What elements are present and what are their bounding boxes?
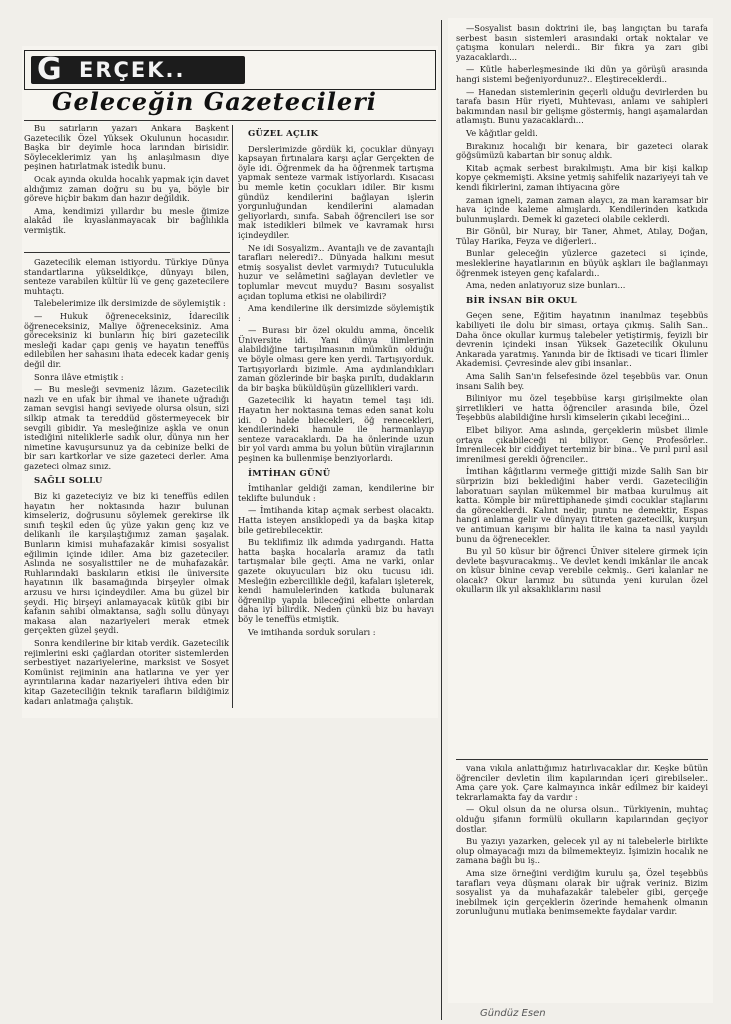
paragraph: Kitab açmak serbest bırakılmıştı. Ama bir kişi kalkıp kopye çekmemişti. Aksine yetmiş sahifelik nazariyeyi tah ve kendi fikirlerini, zaman ihtiyacına göre [456, 162, 708, 192]
paragraph: Ocak ayında okulda hocalık yapmak için davet aldığımız zaman doğru su bu ya, böyle bir göreve hiçbir bakım dan hazır değildik. [24, 173, 229, 204]
paragraph: Talebelerimize ilk dersimizde de söylemiştik : [34, 298, 226, 309]
paragraph: Bırakınız hocalığı bir kenara, bir gazeteci olarak göğsümüzü kabartan bir sonuç aldık. [456, 140, 708, 161]
article-headline: Geleceğin Gazetecileri [52, 87, 377, 116]
section-rule-3 [456, 759, 708, 760]
column-3-body [456, 24, 708, 598]
paragraph: — Hukuk öğreneceksiniz, İdarecilik öğreneceksiniz, Maliye öğreneceksiniz. Ama göreceksiniz ki bunların hiç biri gazetecilik mesleği kadar çapı geniş ve hayatın teneffüs edilebilen her sahasını ihata edecek kadar geniş değil dir. [24, 310, 229, 369]
paragraph: Bu yazıyı yazarken, gelecek yıl ay ni talebelerle birlikte olup olmayacağı mızı da bilmemekteyiz. İşimizin hocalık ne zamana bağlı bu iş.. [456, 836, 708, 866]
paragraph: Geçen sene, Eğitim hayatının inanılmaz teşebbüs kabiliyeti ile dolu bir siması, ortaya çıkmış. Salih San.. Daha önce okullar kurmuş talebeler yetiştirmiş, feyizli bir devrenin içindeki insan Yüksek Gazetecilik Okulunu Ankarada yaratmış. Yanında bir de İktisadi ve ticari İlimler Akademisi. Çevresinde alev gibi insanlar.. [456, 310, 708, 369]
paragraph: Sonra ilâve etmiştik : [34, 371, 124, 382]
column-1-body [24, 258, 229, 709]
paragraph: vana vıkıla anlattığımız hatırlıvacaklar dır. Keşke bütün öğrenciler devletin ilim kapılarından içeri girebilseler.. Ama çare yok. Çare kalmayınca inkâr edilmez bir kaideyi tekrarlamakta fay da vardır : [456, 763, 708, 802]
masthead-banner [24, 50, 436, 90]
subheading: İMTİHAN GÜNÜ [248, 468, 331, 479]
paragraph: Ve kâğıtlar geldi. [466, 127, 538, 138]
gercek-logo [31, 52, 245, 87]
paragraph: Bu satırların yazarı Ankara Başkent Gazetecilik Özel Yüksek Okulunun hocasıdır. Başka bir deyimle hoca larından birisidir. Söyleceklerimiz yan lış anlaşılmasın diye peşinen hatırlatmak istedik bunu. [24, 123, 229, 172]
column-3-continued [456, 764, 708, 920]
paragraph: Biliniyor mu özel teşebbüse karşı girişilmekte olan şirretlikleri ve hatta öğrenciler arasında bile, Özel Teşebbüs alabildiğine hırslı kimselerin çıkabi leceğini... [456, 393, 708, 423]
column-rule-1 [232, 125, 233, 708]
paragraph: Biz ki gazeteciyiz ve biz ki teneffüs edilen hayatın her noktasında hazır bulunan kimseleriz, doğrusunu söylemek gerekirse ilk sınıfı teşkil eden üç yüze yakın genç kız ve delikanlı ile karşılaştığımız zaman şaşalak. Bunların kimisi muhafazakâr kimisi sosyalist eğilimin içinde idiler. Ama biz gazeteciler. Aslında ne sosyalisttiler ne de muhafazakâr. Ruhlarındaki baskıların etkisi ile üniversite hayatının ilk basamağında birşeyler olmak arzusu ve hırsı içindeydiler. Ama bu güzel bir şeydi. Hiç birşeyi anlamayacak kütük gibi bir kafanın sahibi olmaktansa, sağlı sollu dünyayı makasa alan nazariyeleri merak etmek gerçekten güzel şeydi. [24, 491, 229, 636]
paragraph: Bunlar geleceğin yüzlerce gazeteci si içinde, mesleklerine hayatlarının en büyük aşkları ile bağlanmayı öğrenmek isteyen genç kafalardı.. [456, 248, 708, 278]
logo-initial: G [37, 52, 62, 87]
paragraph: Ama Salih San'ın felsefesinde özel teşebbüs var. Onun insanı Salih bey. [456, 371, 708, 391]
headline-rule [24, 120, 436, 121]
paragraph: Ama kendilerine ilk dersimizde söylemiştik : [238, 303, 434, 323]
subheading: BİR İNSAN BİR OKUL [466, 295, 577, 306]
paragraph: zaman igneli, zaman zaman alaycı, za man karamsar bir hava içinde kaleme almışlardı. Kendilerinden katkıda bulunmuşlardı. Demek ki gazeteci olabile ceklerdi. [456, 194, 708, 224]
paragraph: Ama, neden anlatıyoruz size bunları... [466, 280, 626, 291]
paragraph: Ve imtihanda sorduk soruları : [248, 626, 376, 637]
paragraph: — Burası bir özel okuldu amma, öncelik Üniversite idi. Yani dünya ilimlerinin alabildiğine tartışılmasının mümkün olduğu ve böyle olması gere ken yerdi. Tartışıyorduk. Tartışıyorlardı bizimle. Ama aydınlandıkları zaman gözlerinde bir başka pırıltı, dudakların da bir başka büküldüşün güzellikleri vardı. [238, 325, 434, 393]
paragraph: Bu yıl 50 küsur bir öğrenci Üniver sitelere girmek için devlete başvuracakmış.. Ve devlet kendi imkânlar ile ancak on küsur binine cevap verebile cekmiş.. Geri kalanlar ne olacak? Okur larımız bu sütunda yeni kurulan özel okulların ilk yıl aksaklıklarını nasıl [456, 546, 708, 595]
paragraph: Ne idi Sosyalizm.. Avantajlı ve de zavantajlı tarafları neleredi?.. Dünyada halkını mesut etmiş sosyalist devlet varmıydı? Tutuculukla huzur ve selâmetini sağlayan devletler ve toplumlar mevcut muydu? Basını sosyalist açıdan topluma etkisi ne olabilirdi? [238, 242, 434, 301]
paragraph: Elbet biliyor. Ama aslında, gerçeklerin müsbet ilimle ortaya çıkabileceği ni biliyor. Genç Profesörler.. İmrenilecek bir ciddiyet tertemiz bir bina.. Ve pırıl pırıl asıl imrenilmesi gerekli öğrenciler.. [456, 424, 708, 464]
handwritten-signature: Gündüz Esen [480, 1008, 546, 1019]
paragraph: Bu teklifimiz ilk adımda yadırgandı. Hatta hatta başka hocalarla aramız da tatlı tartışmalar bile geçti. Ama ne varki, onlar gazete okuyucuları biz oku tucusu idi. Mesleğin ezbercillikle değil, kafaları işleterek, kendi hamulelerinden katkıda bulunarak öğrenilip yapıla bileceğini elbette onlardan daha iyi bilirdik. Neden çünkü biz bu havayı böy le teneffüs etmiştik. [238, 537, 434, 624]
paragraph: Gazetecilik ki hayatın temel taşı idi. Hayatın her noktasına temas eden sanat kolu idi. O halde bilecekleri, öğ renecekleri, kendilerindeki hamule ile harmanlayıp senteze varacaklardı. Da ha önlerinde uzun bir yol vardı amma bu yolun bütün virajlarının peşinen ka bullenmişe benziyorlardı. [238, 395, 434, 463]
paragraph: — Kütle haberleşmesinde iki dün ya görüşü arasında hangi sistemi beğeniyordunuz?.. Eleştireceklerdi.. [456, 64, 708, 84]
paragraph: Ama, kendimizi yıllardır bu mesle ğimize alakâd ile kıyaslanmayacak bir bağlılıkla vermiştik. [24, 205, 229, 235]
paragraph: — Hanedan sistemlerinin geçerli olduğu devirlerden bu tarafa basın Hür riyeti, Muhtevası, anlamı ve sahipleri bakımından nasıl bir gelişme göstermiş, hangi aşamalardan atlamıştı. Bunu yazacaklardı... [456, 86, 708, 126]
paragraph: — Okul olsun da ne olursa olsun.. Türkiyenin, muhtaç olduğu şifanın formülü okulların kapılarından geçiyor dostlar. [456, 804, 708, 834]
paragraph: Bir Gönül, bir Nuray, bir Taner, Ahmet, Atılay, Doğan, Tülay Harika, Feyza ve diğerleri.. [456, 226, 708, 246]
logo-text: ERÇEK.. [79, 58, 186, 82]
paragraph: — İmtihanda kitap açmak serbest olacaktı. Hatta isteyen ansiklopedi ya da başka kitap bile getirebilecektir. [238, 505, 434, 535]
paragraph: Gazetecilik eleman istiyordu. Türkiye Dünya standartlarına yükseldikçe, dünyayı bilen, senteze varabilen kültür lü ve genç gazetecilere muhtaçtı. [24, 257, 229, 296]
paragraph: Ama size örneğini verdiğim kurulu şa, Özel teşebbüs tarafları veya düşmanı olarak bir uğrak veriniz. Bizim sosyalist ya da muhafazakâr talebeler gibi, gerçeğe inebilmek için gerçeklerin özerinde hemahenk olmanın zorunluğunu mutlaka benimsemekte faydalar vardır. [456, 867, 708, 917]
column-2-body [238, 124, 434, 640]
paragraph: —Sosyalist basın doktrini ile, baş langıçtan bu tarafa serbest basın sistemleri arasındaki ortak noktalar ve çatışma konuları nelerdi.. Bir fıkra ya zarı gibi yazacaklardı... [456, 23, 708, 62]
section-rule-1 [24, 252, 230, 253]
subheading: SAĞLI SOLLU [34, 476, 103, 487]
paragraph: İmtihan kâğıtlarını vermeğe gittiği mizde Salih San bir sürprizin bizi beklediğini haber verdi. Gazeteciliğin laboratuarı sayılan mükemmel bir matbaa kurulmuş ait katta. Kömple bir mürettiphanede şimdi cocuklar stajlarını da göreceklerdi. Kalınt nedir, puntu ne demektir, Espas hangi anlama gelir ve dünyayı titreten gazetecilik, kurşun ve antimuan karışımı bir halita ile kaina ta nasıl yayıldı bunu da öğrenecekler. [456, 466, 708, 544]
column-1-intro [24, 124, 229, 239]
paragraph: — Bu mesleği sevmeniz lâzım. Gazetecilik nazlı ve en ufak bir ihmal ve ihanete uğradığı zaman sevgisi hangi seviyede olursa olsun, sizi silkip atmak ta tereddüd göstermeyecek bir sevgili gibidir. Ya mesleğinize aşkla ve onun istediğini niteliklerle sadık olur, dünya nın her nimetine kavuşursunuz ya da cebinize belki de bir sarı kartkorlar ve size gazeteci derler. Ama gazeteci olmaz sınız. [24, 384, 229, 471]
paragraph: Derslerimizde gördük ki, çocuklar dünyayı kapsayan fırtınalara karşı açlar Gerçekten de öyle idi. Öğrenmek da ha öğrenmek tartışma yapmak senteze varmak istiyorlardı. Kısacası bu memle ketin çocukları idiler. Bir kısmı gündüz kendilerini bağlayan işlerin yorgunluğundan kendilerini alamadan geliyorlardı, sınıfa. Sabah öğrencileri ise sor mak istedikleri bilmek ve kavramak hırsı içindeydiler. [238, 143, 434, 240]
paragraph: İmtihanlar geldiği zaman, kendilerine bir teklifte bulunduk : [238, 483, 434, 503]
paragraph: Sonra kendilerine bir kitab verdik. Gazetecilik rejimlerini eski çağlardan otoriter sistemlerden serbestiyet nazariyelerine, marksist ve Sosyet Komünist rejiminin ana hatlarına ve yer yer ayrıntılarına kadar nazariyeleri ihtiva eden bir kitap Gazeteciliğin teknik tarafların bildiğimiz kadarı anlatmağa çalıştık. [24, 637, 229, 706]
subheading: GÜZEL AÇLIK [248, 129, 319, 139]
column-rule-2 [441, 20, 442, 1020]
